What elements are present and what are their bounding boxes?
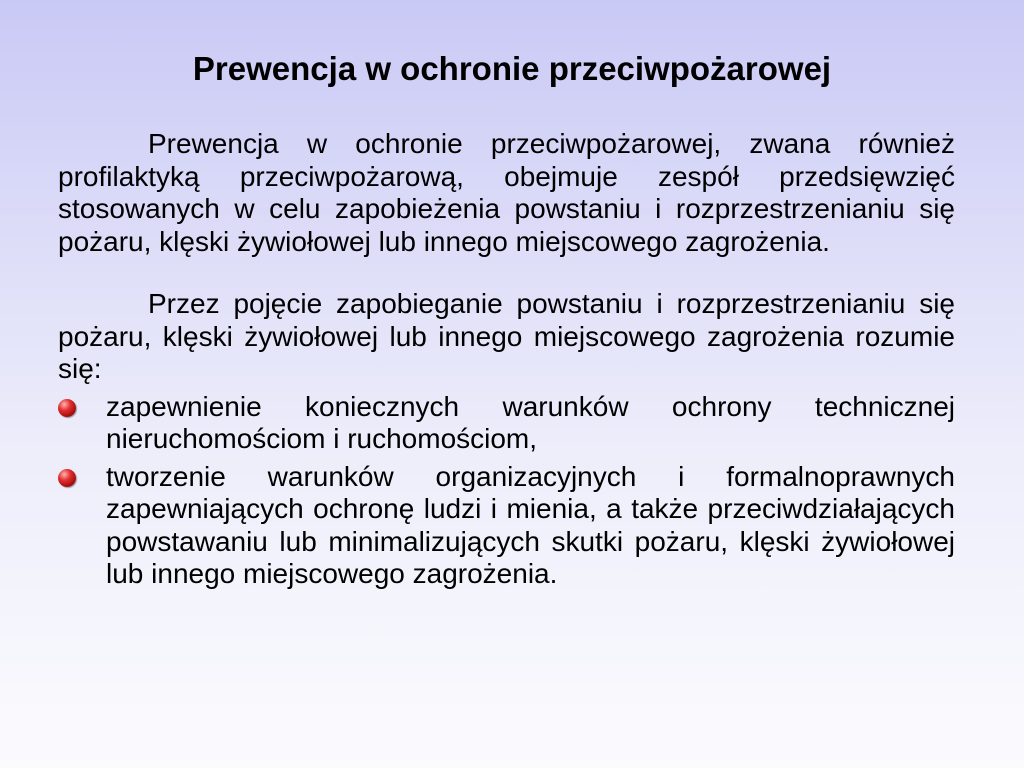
- red-ball-bullet-icon: [58, 399, 76, 417]
- bullet-list: [58, 391, 955, 591]
- intro-paragraph: Prewencja w ochronie przeciwpożarowej, zwana również profilaktyką przeciwpożarową, obejmuje zespół przedsięwzięć stosowanych w celu zapobieżenia powstaniu i rozprzestrzenianiu się pożaru, klęski żywiołowej lub innego miejscowego zagrożenia.: [58, 128, 955, 257]
- bullet-item-organizational-conditions: [58, 461, 955, 591]
- bullet-text: tworzenie warunków organizacyjnych i formalnoprawnych zapewniających ochronę ludzi i mienia, a także przeciwdziałających powstawaniu lub minimalizujących skutki pożaru, klęski żywiołowej lub innego miejscowego zagrożenia.: [106, 460, 955, 589]
- slide-title: Prewencja w ochronie przeciwpożarowej: [192, 50, 832, 87]
- bullet-item-technical-protection: [58, 391, 955, 456]
- red-ball-bullet-icon: [58, 469, 76, 487]
- slide-content: [58, 128, 955, 591]
- bullet-text: zapewnienie koniecznych warunków ochrony technicznej nieruchomościom i ruchomościom,: [106, 390, 955, 454]
- definition-paragraph: Przez pojęcie zapobieganie powstaniu i rozprzestrzenianiu się pożaru, klęski żywiołowej lub innego miejscowego zagrożenia rozumie się:: [58, 288, 955, 384]
